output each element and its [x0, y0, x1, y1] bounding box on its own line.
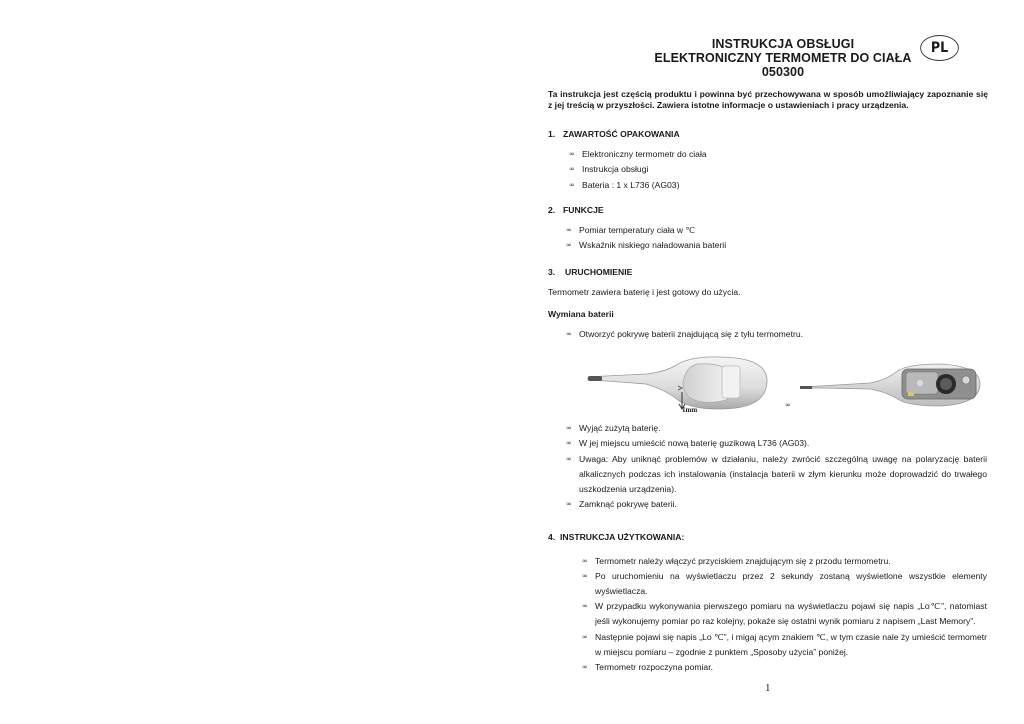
list-item: ∞ Bateria : 1 x L736 (AG03)	[582, 178, 982, 193]
section-title: ZAWARTOŚĆ OPAKOWANIA	[563, 129, 680, 139]
list-item: ∞ Następnie pojawi się napis „Lo ℃”, i migaj ącym znakiem ℃, w tym czasie nale ży umieścić termometr w miejscu pomiaru – zgodnie z punktem „Sposoby użycia” poniżej.	[582, 632, 987, 657]
section-title: INSTRUKCJA UŻYTKOWANIA:	[560, 532, 685, 542]
bullet-icon: ∞	[569, 150, 575, 158]
bullet-icon: ∞	[582, 633, 588, 641]
list-item: ∞ Po uruchomieniu na wyświetlaczu przez 2 sekundy zostaną wyświetlone wszystkie elementy wyświetlacza.	[582, 571, 987, 596]
bullet-icon: ∞	[569, 181, 575, 189]
list-item: ∞ Pomiar temperatury ciała w ℃	[579, 223, 979, 238]
bullet-icon: ∞	[566, 455, 572, 463]
list-item: ∞ Zamknąć pokrywę baterii.	[579, 497, 987, 512]
bullet-icon: ∞	[566, 226, 572, 234]
section-title: FUNKCJE	[563, 205, 604, 215]
bullet-icon: ∞	[582, 602, 588, 610]
section-heading-usage	[548, 532, 684, 543]
section-title: URUCHOMIENIE	[565, 267, 633, 277]
language-badge: PL	[920, 35, 959, 61]
section-heading-functions	[548, 205, 604, 216]
subheading-battery-replacement: Wymiana baterii	[548, 309, 614, 319]
bullet-icon: ∞	[582, 663, 588, 671]
image-dimension-label: 1mm	[682, 406, 698, 414]
section-heading-startup	[548, 267, 632, 278]
battery-compartment-icon	[800, 358, 982, 410]
list-item: ∞ W jej miejscu umieścić nową baterię guzikową L736 (AG03).	[579, 436, 987, 451]
section-number: 2.	[548, 205, 556, 215]
section-number: 4.	[548, 532, 556, 542]
bullet-icon: ∞	[566, 424, 572, 432]
intro-paragraph: Ta instrukcja jest częścią produktu i powinna być przechowywana w sposób umożliwiający zapoznanie się z jej treścią w przyszłości. Zawiera istotne informacje o ustawieniach i pracy urządzenia.	[548, 89, 988, 110]
section-number: 1.	[548, 129, 556, 139]
document-title-line2: ELEKTRONICZNY TERMOMETR DO CIAŁA	[654, 51, 912, 65]
list-item: ∞ Termometr należy włączyć przyciskiem znajdującym się z przodu termometru.	[595, 554, 987, 569]
list-item: ∞ Wyjąć zużytą baterię.	[579, 421, 987, 436]
list-item: ∞ Uwaga: Aby uniknąć problemów w działaniu, należy zwrócić szczególną uwagę na polaryzację baterii alkalicznych podczas ich instalowania (instalacja baterii w złym kierunku może doprowadzić do trwałego uszkodzenia urządzenia).	[566, 454, 987, 494]
list-item: ∞ Otworzyć pokrywę baterii znajdującą się z tyłu termometru.	[579, 327, 987, 342]
thermometer-open-image	[800, 358, 982, 410]
page-number: 1	[765, 682, 771, 694]
list-item: ∞ W przypadku wykonywania pierwszego pomiaru na wyświetlaczu pojawi się napis „Lo℃”, natomiast jeśli wykonujemy pomiar po raz kolejny, pokaże się ostatni wynik pomiaru z napisem „Last Memory”.	[582, 601, 987, 626]
bullet-icon: ∞	[582, 572, 588, 580]
document-title-line1: INSTRUKCJA OBSŁUGI	[711, 37, 855, 51]
bullet-icon: ∞	[566, 500, 572, 508]
bullet-icon: ∞	[785, 401, 791, 409]
thermometer-back-icon	[586, 352, 770, 414]
bullet-icon: ∞	[569, 165, 575, 173]
section-number: 3.	[548, 267, 556, 277]
bullet-icon: ∞	[566, 241, 572, 249]
list-item: ∞ Wskaźnik niskiego naładowania baterii	[579, 238, 979, 253]
bullet-icon: ∞	[582, 557, 588, 565]
bullet-icon: ∞	[566, 439, 572, 447]
startup-text: Termometr zawiera baterię i jest gotowy do użycia.	[548, 287, 741, 297]
list-item: ∞ Instrukcja obsługi	[582, 162, 982, 177]
thermometer-back-image	[586, 352, 770, 414]
list-item: ∞ Elektroniczny termometr do ciała	[582, 147, 982, 162]
document-title-line3: 050300	[761, 65, 805, 79]
bullet-icon: ∞	[566, 330, 572, 338]
list-item: ∞ Termometr rozpoczyna pomiar.	[595, 660, 987, 675]
section-heading-contents	[548, 129, 680, 140]
